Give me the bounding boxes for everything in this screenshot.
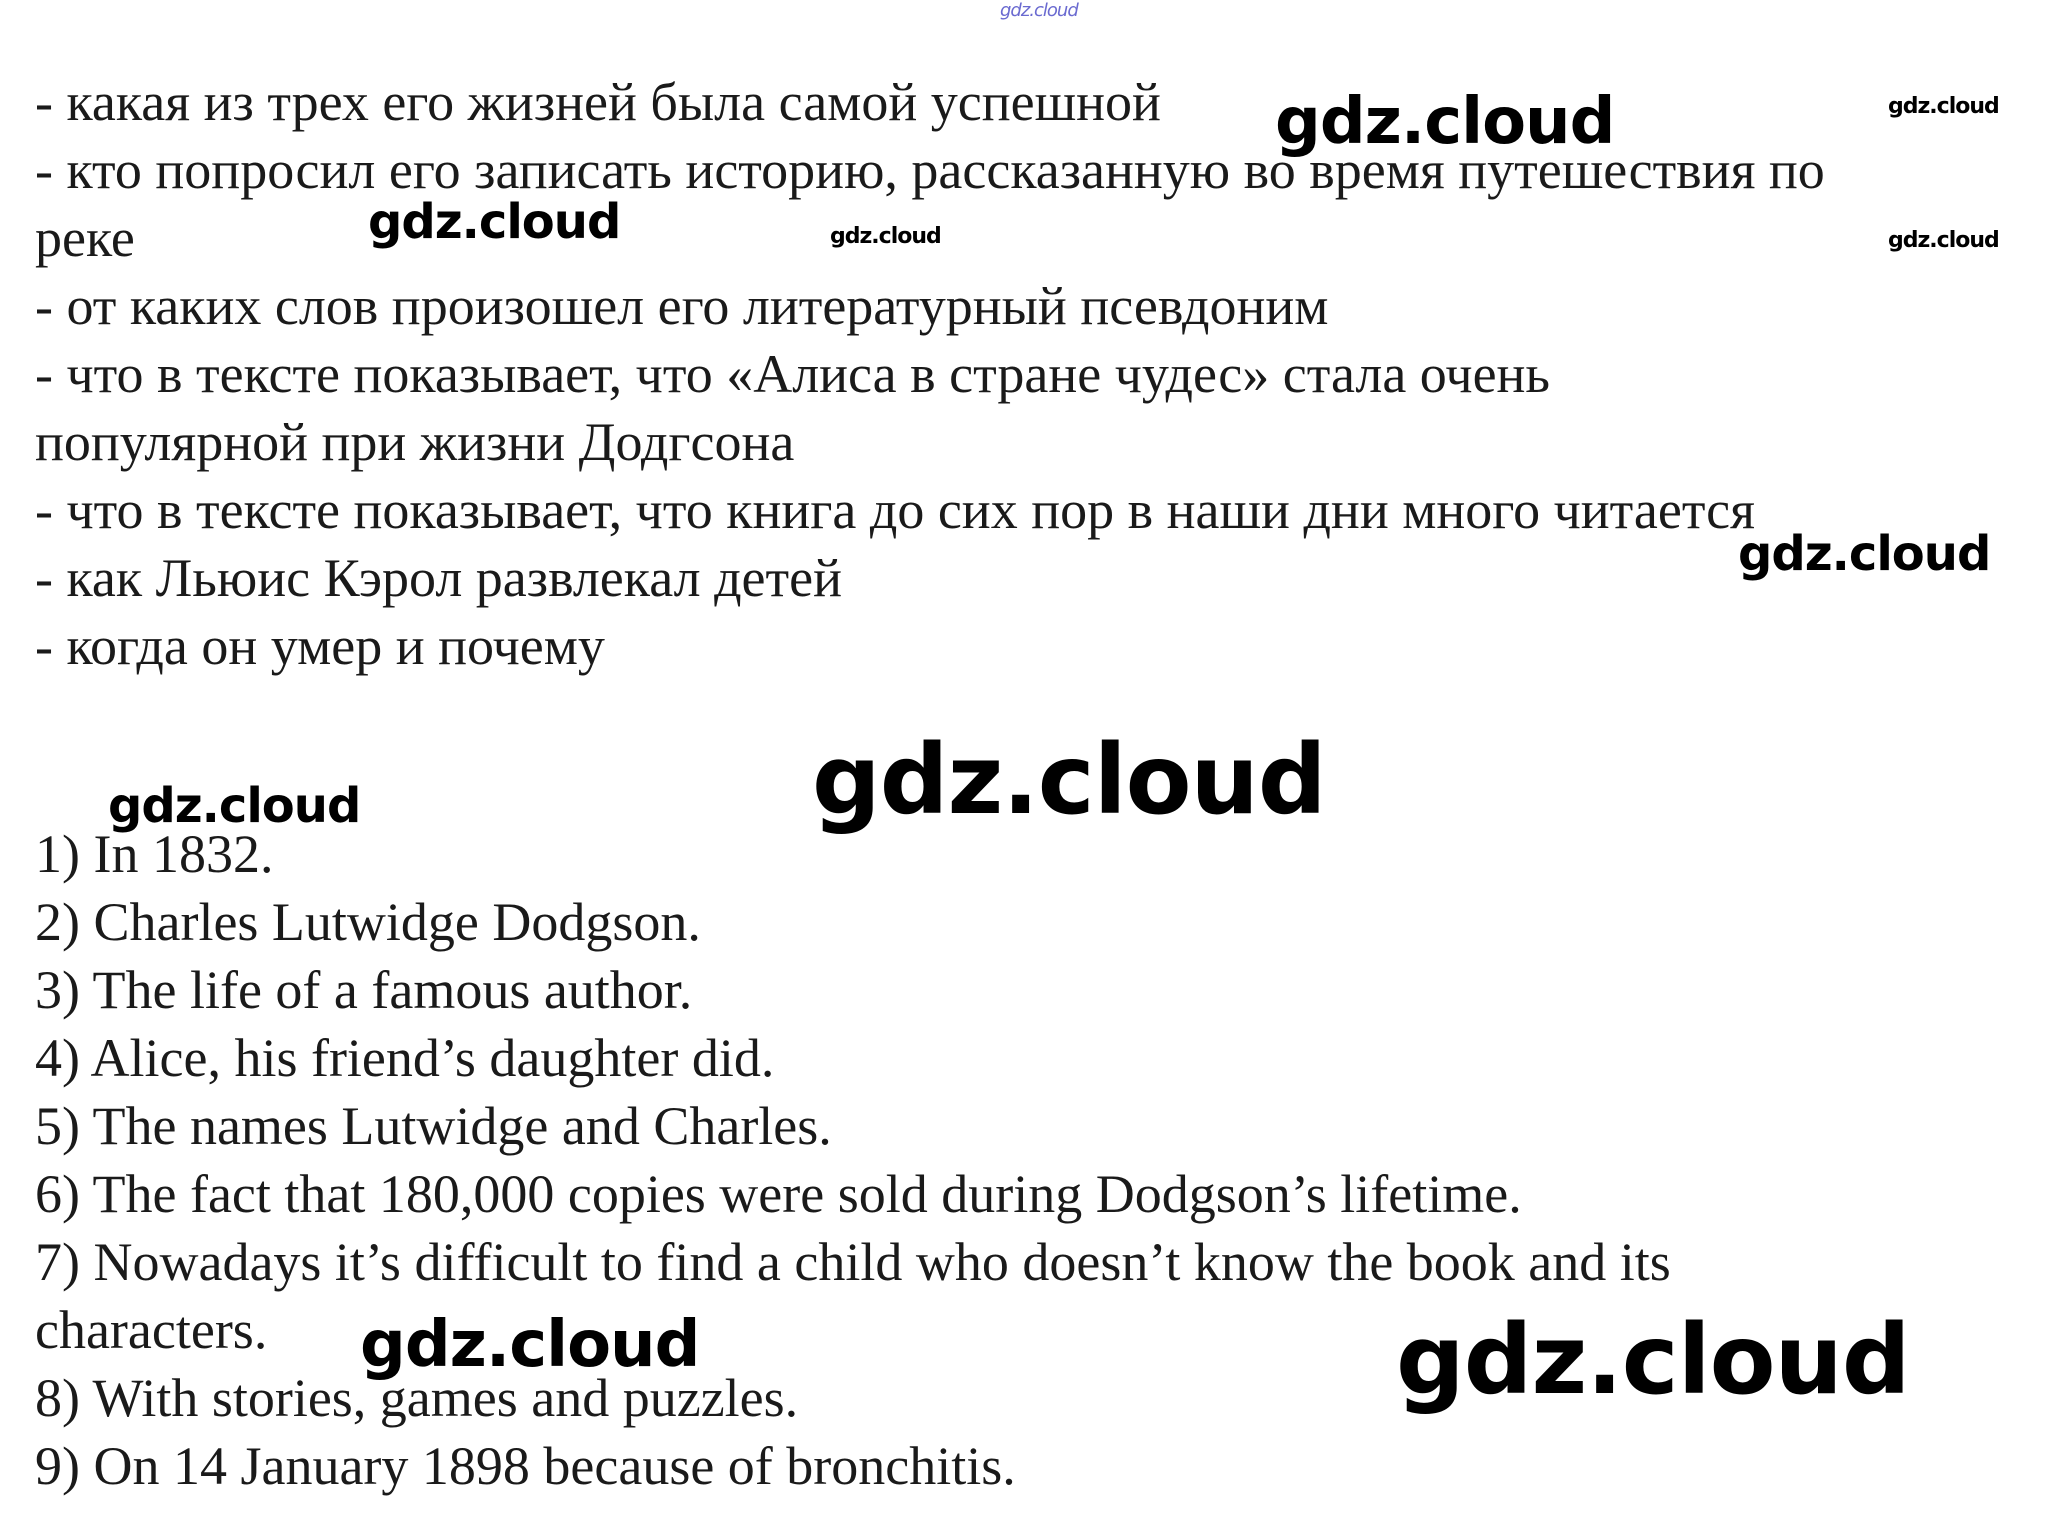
answer-line: 5) The names Lutwidge and Charles. (35, 1096, 832, 1156)
answer-line: 6) The fact that 180,000 copies were sold during Dodgson’s lifetime. (35, 1164, 1522, 1224)
question-line: - когда он умер и почему (35, 616, 605, 676)
answer-line: 2) Charles Lutwidge Dodgson. (35, 892, 701, 952)
answer-line: characters. (35, 1300, 268, 1360)
watermark: gdz.cloud (1738, 526, 1991, 582)
answer-line: 3) The life of a famous author. (35, 960, 693, 1020)
watermark: gdz.cloud (368, 194, 621, 250)
watermark: gdz.cloud (830, 224, 941, 249)
watermark: gdz.cloud (1000, 0, 1078, 21)
answer-line: 7) Nowadays it’s difficult to find a child who doesn’t know the book and its (35, 1232, 1671, 1292)
watermark: gdz.cloud (360, 1308, 700, 1382)
watermark: gdz.cloud (812, 724, 1326, 836)
answer-line: 1) In 1832. (35, 824, 274, 884)
question-line: - от каких слов произошел его литературный псевдоним (35, 276, 1329, 336)
question-line: - как Льюис Кэрол развлекал детей (35, 548, 842, 608)
question-line: - кто попросил его записать историю, рассказанную во время путешествия по (35, 140, 1825, 200)
answer-line: 8) With stories, games and puzzles. (35, 1368, 799, 1428)
watermark: gdz.cloud (1396, 1304, 1910, 1416)
question-line: - что в тексте показывает, что «Алиса в стране чудес» стала очень (35, 344, 1551, 404)
question-line: - что в тексте показывает, что книга до сих пор в наши дни много читается (35, 480, 1755, 540)
question-line: популярной при жизни Додгсона (35, 412, 795, 472)
watermark: gdz.cloud (1888, 94, 1999, 119)
watermark: gdz.cloud (1275, 85, 1615, 159)
watermark: gdz.cloud (108, 778, 361, 834)
answer-line: 4) Alice, his friend’s daughter did. (35, 1028, 775, 1088)
question-line: - какая из трех его жизней была самой успешной (35, 72, 1161, 132)
question-line: реке (35, 208, 135, 268)
answer-line: 9) On 14 January 1898 because of bronchitis. (35, 1436, 1016, 1496)
watermark: gdz.cloud (1888, 228, 1999, 253)
